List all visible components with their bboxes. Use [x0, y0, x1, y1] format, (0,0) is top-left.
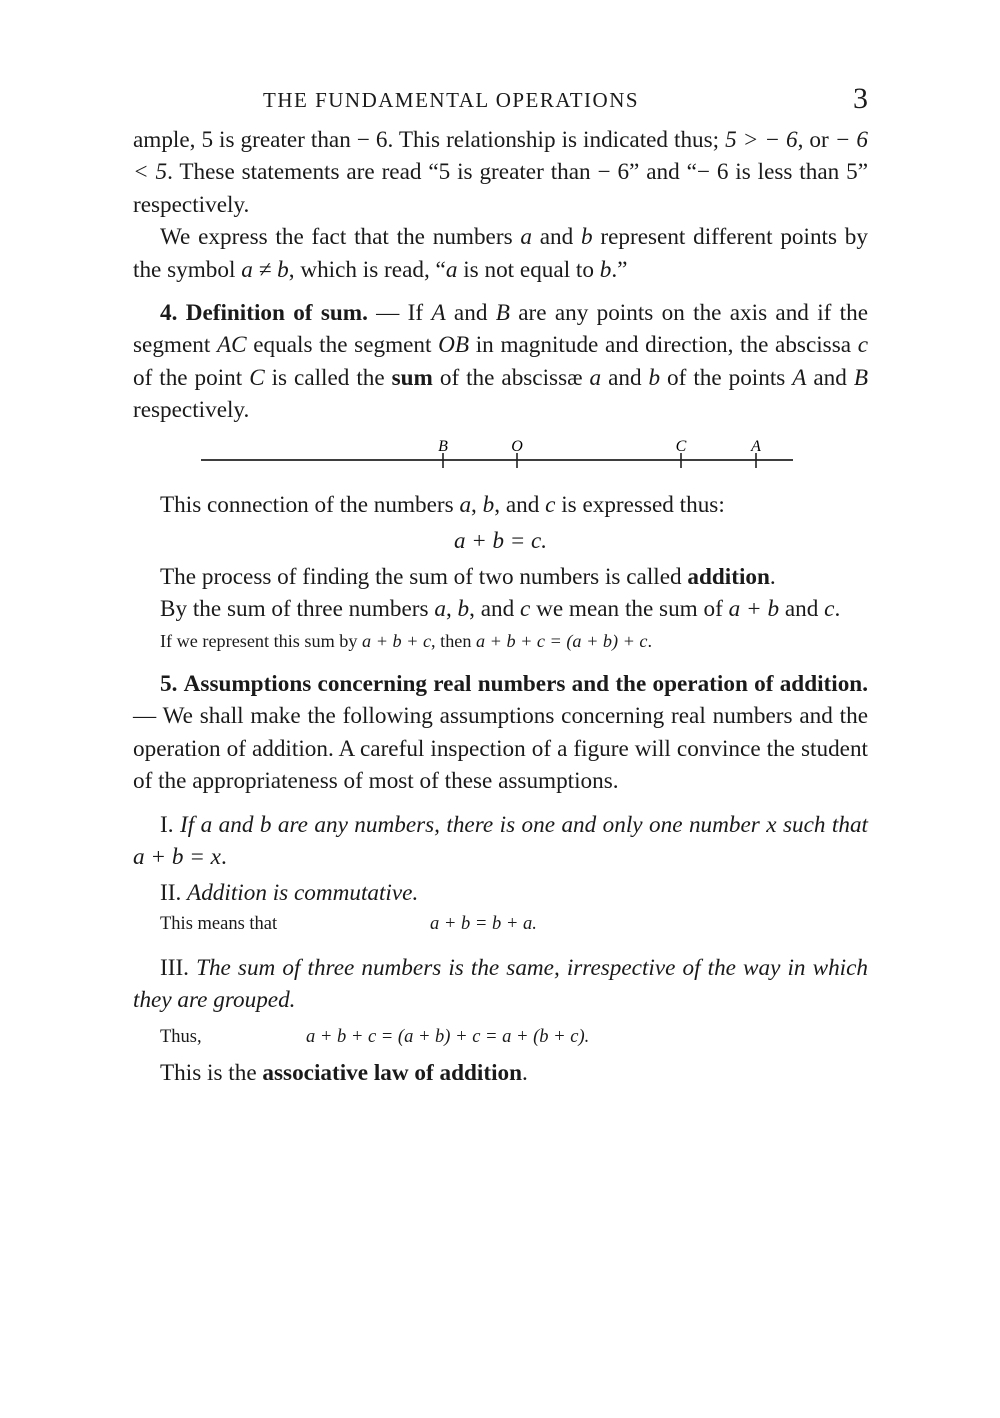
section-5-title: Assumptions concerning real numbers and the operation of addition. [183, 670, 868, 697]
number-axis [197, 435, 797, 475]
assumption-1: I. If a and b are any numbers, there is one and only one number x such that a + b = x. [133, 811, 868, 870]
paragraph-associative-law: This is the associative law of addition. [160, 1059, 528, 1086]
paragraph-addition: The process of finding the sum of two numbers is called addition. [160, 564, 776, 591]
assumption-2: II. Addition is commutative. [160, 880, 419, 907]
paragraph-not-equal: We express the fact that the numbers a and b represent different points by the symbol a ≠ b, which is read, “a is not equal to b.” [133, 224, 868, 283]
section-5-assumptions: 5. Assumptions concerning real numbers and the operation of addition. — We shall make the following assumptions concerning real numbers and the operation of addition. A careful inspection of a figure will convince the student of the appropriateness of most of these assumptions. [133, 670, 868, 795]
paragraph-connection: This connection of the numbers a, b, and c is expressed thus: [160, 491, 725, 518]
label-b: B [438, 437, 448, 455]
commutative-label: This means that [160, 913, 278, 934]
page-number: 3 [853, 82, 868, 115]
number-axis-figure [133, 427, 868, 489]
label-o: O [511, 437, 523, 455]
associative-label: Thus, [160, 1026, 202, 1047]
small-print-note: If we represent this sum by a + b + c, then a + b + c = (a + b) + c. [160, 630, 653, 651]
assumption-3: III. The sum of three numbers is the same, irrespective of the way in which they are grouped. [133, 954, 868, 1014]
commutative-equation-row [133, 910, 868, 940]
label-a: A [751, 437, 761, 455]
associative-equation-row [133, 1023, 868, 1053]
section-4-title: Definition of sum. [185, 300, 368, 327]
page-header [133, 84, 868, 124]
associative-equation: a + b + c = (a + b) + c = a + (b + c). [306, 1026, 590, 1047]
label-c: C [675, 437, 687, 455]
paragraph-three-numbers: By the sum of three numbers a, b, and c we mean the sum of a + b and c. [160, 596, 841, 623]
commutative-equation: a + b = b + a. [430, 913, 537, 934]
book-page [133, 84, 868, 1089]
paragraph-inequality: ample, 5 is greater than − 6. This relationship is indicated thus; 5 > − 6, or − 6 < 5. These statements are read “5 is greater than − 6” and “− 6 is less than 5” respectively. [133, 127, 868, 218]
equation-sum: a + b = c. [454, 528, 547, 554]
running-head: THE FUNDAMENTAL OPERATIONS [263, 88, 640, 112]
section-4-definition-of-sum: 4. Definition of sum. — If A and B are any points on the axis and if the segment AC equals the segment OB in magnitude and direction, the abscissa c of the point C is called the sum of the abscissæ a and b of the points A and B respectively. [133, 300, 869, 424]
